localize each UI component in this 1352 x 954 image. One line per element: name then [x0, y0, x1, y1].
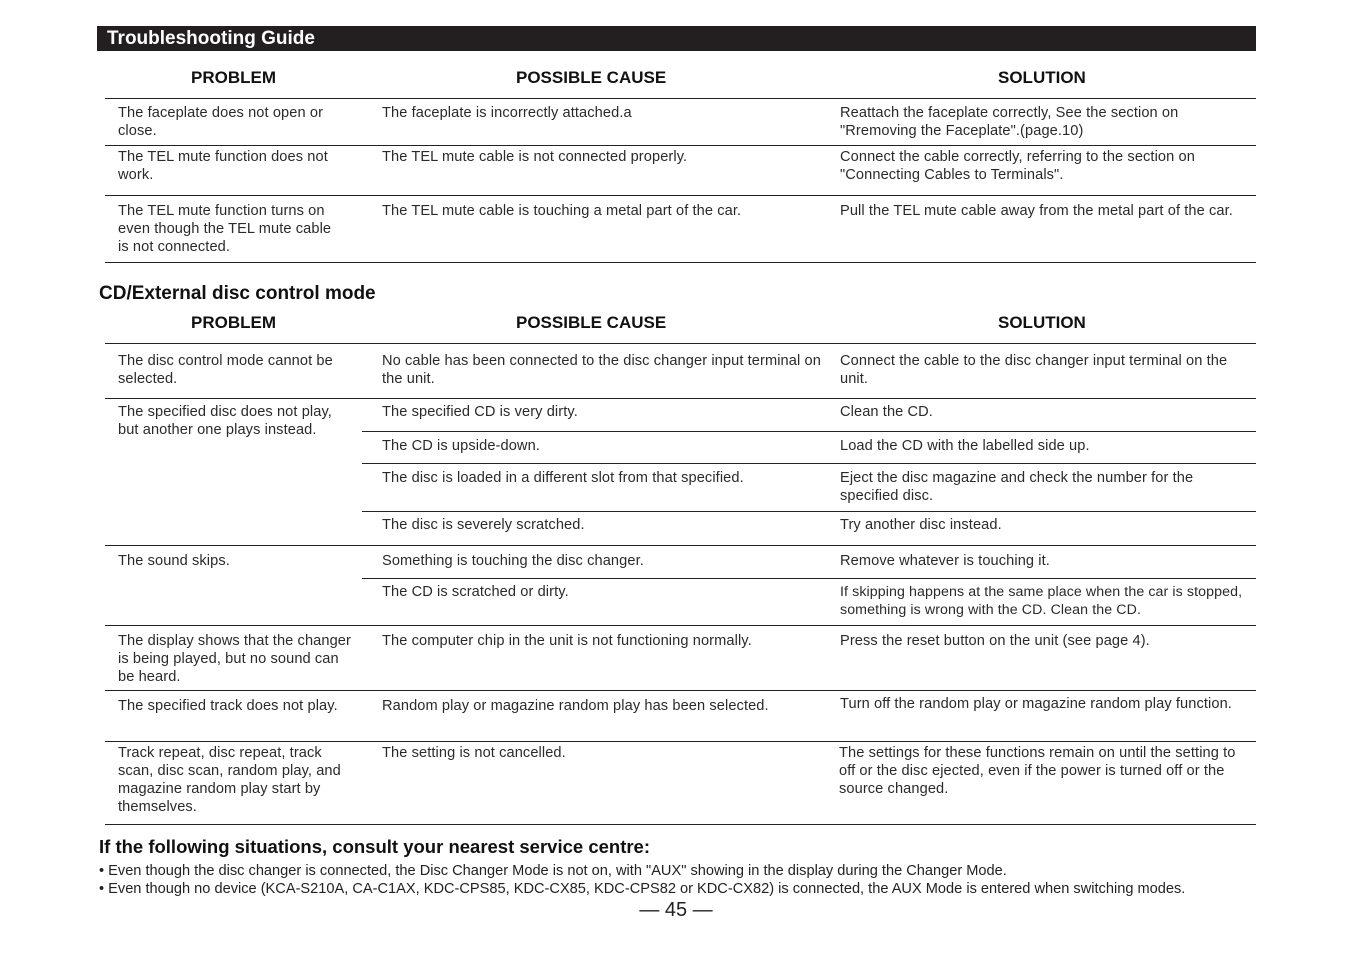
table2-cause: The CD is scratched or dirty. — [382, 584, 569, 600]
table2-cause: Something is touching the disc changer. — [382, 553, 644, 569]
table-rule — [105, 98, 1256, 99]
table1-problem: The TEL mute function turns on even though the TEL mute cable is not connected. — [118, 203, 332, 255]
table2-solution: Eject the disc magazine and check the number for the specified disc. — [840, 470, 1194, 504]
table2-problem: The display shows that the changer is being played, but no sound can be heard. — [118, 633, 351, 685]
table-rule — [362, 511, 1256, 512]
table-rule — [105, 625, 1256, 626]
header-cause: POSSIBLE CAUSE — [516, 68, 667, 87]
header-cause: POSSIBLE CAUSE — [516, 313, 667, 332]
table-rule — [105, 824, 1256, 825]
header-solution: SOLUTION — [998, 313, 1086, 332]
table2-problem: The specified track does not play. — [118, 698, 338, 714]
table2-cause: The disc is severely scratched. — [382, 517, 585, 533]
table2-solution: Load the CD with the labelled side up. — [840, 438, 1090, 454]
guide-title: Troubleshooting Guide — [97, 26, 1256, 51]
table-rule — [105, 145, 1256, 146]
table2-problem: Track repeat, disc repeat, track scan, disc scan, random play, and magazine random play start by themselves. — [118, 745, 341, 815]
table2-solution: Press the reset button on the unit (see page 4). — [840, 633, 1150, 649]
table1-solution: Connect the cable correctly, referring to the section on "Connecting Cables to Terminals". — [840, 149, 1195, 183]
table2-cause: The computer chip in the unit is not functioning normally. — [382, 633, 752, 649]
table1-problem: The TEL mute function does not work. — [118, 149, 328, 183]
table2-cause: The CD is upside-down. — [382, 438, 540, 454]
table2-problem: The specified disc does not play, but another one plays instead. — [118, 404, 332, 438]
table-rule — [105, 398, 1256, 399]
table1-cause: The TEL mute cable is not connected properly. — [382, 149, 688, 165]
service-bullet: • Even though the disc changer is connected, the Disc Changer Mode is not on, with "AUX" showing in the display during the Changer Mode. — [99, 863, 1007, 879]
table1-problem: The faceplate does not open or close. — [118, 105, 324, 139]
table2-solution: Try another disc instead. — [840, 517, 1002, 533]
table2-cause: Random play or magazine random play has been selected. — [382, 698, 769, 714]
header-problem: PROBLEM — [191, 68, 276, 87]
table2-cause: The setting is not cancelled. — [382, 745, 566, 761]
table2-cause: The disc is loaded in a different slot from that specified. — [382, 470, 744, 486]
table2-solution: The settings for these functions remain on until the setting to off or the disc ejected, even if the power is turned off or the source changed. — [839, 745, 1236, 797]
table-rule — [362, 431, 1256, 432]
table2-solution: If skipping happens at the same place when the car is stopped, something is wrong with the CD. Clean the CD. — [840, 584, 1243, 618]
table2-problem: The sound skips. — [118, 553, 230, 569]
table-rule — [105, 262, 1256, 263]
page-number: — 45 — — [639, 899, 713, 921]
table-rule — [362, 578, 1256, 579]
table2-solution: Connect the cable to the disc changer input terminal on the unit. — [840, 353, 1228, 387]
table2-solution: Remove whatever is touching it. — [840, 553, 1050, 569]
table2-problem: The disc control mode cannot be selected. — [118, 353, 333, 387]
section2-title: CD/External disc control mode — [99, 283, 376, 304]
header-solution: SOLUTION — [998, 68, 1086, 87]
service-bullet: • Even though no device (KCA-S210A, CA-C1AX, KDC-CPS85, KDC-CX85, KDC-CPS82 or KDC-CX82) is connected, the AUX Mode is entered when switching modes. — [99, 881, 1186, 897]
table1-cause: The TEL mute cable is touching a metal part of the car. — [382, 203, 742, 219]
table2-solution: Turn off the random play or magazine random play function. — [840, 696, 1232, 712]
service-title: If the following situations, consult your nearest service centre: — [99, 836, 651, 857]
table-rule — [362, 463, 1256, 464]
table-rule — [105, 545, 1256, 546]
table2-solution: Clean the CD. — [840, 404, 933, 420]
table1-solution: Pull the TEL mute cable away from the metal part of the car. — [840, 203, 1233, 219]
table-rule — [105, 690, 1256, 691]
table-rule — [105, 741, 1256, 742]
table-rule — [105, 343, 1256, 344]
header-problem: PROBLEM — [191, 313, 276, 332]
table-rule — [105, 195, 1256, 196]
table1-solution: Reattach the faceplate correctly, See the section on "Rremoving the Faceplate".(page.10) — [840, 105, 1179, 139]
table2-cause: The specified CD is very dirty. — [382, 404, 578, 420]
table2-cause: No cable has been connected to the disc changer input terminal on the unit. — [382, 353, 821, 387]
table1-cause: The faceplate is incorrectly attached.a — [382, 105, 632, 121]
